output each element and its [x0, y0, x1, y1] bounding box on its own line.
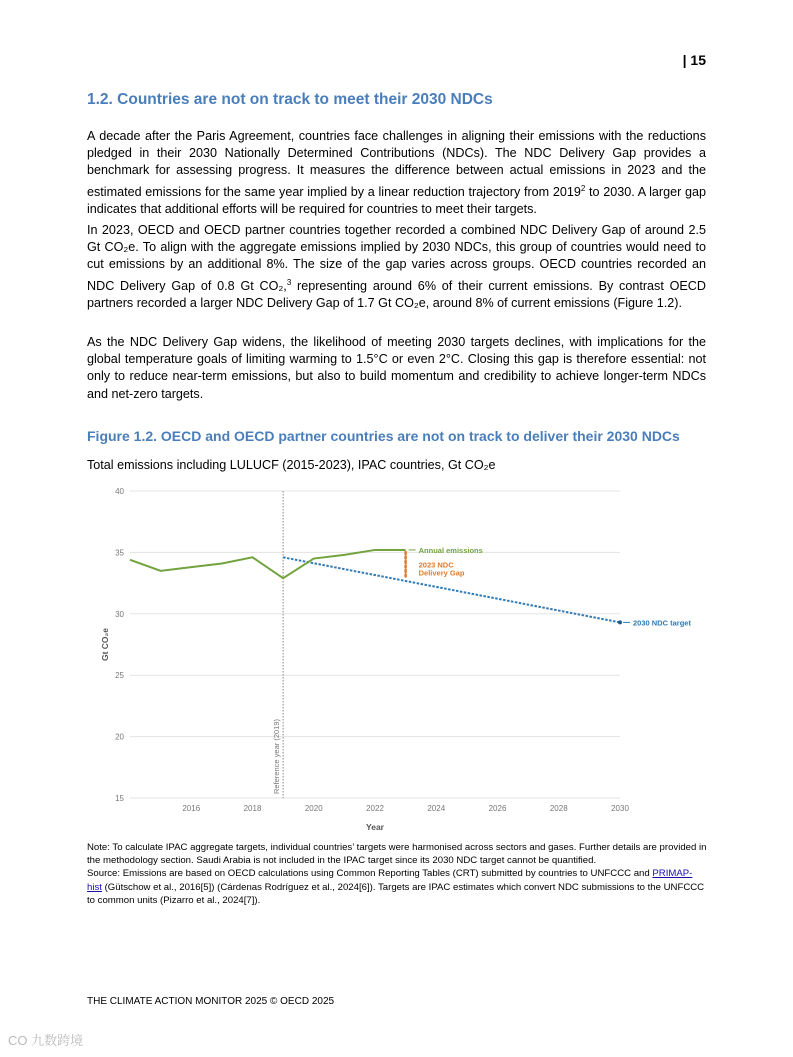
- x-tick-label: 2030: [611, 804, 629, 813]
- watermark-logo: CO 九数跨境: [8, 1033, 84, 1048]
- x-tick-label: 2024: [427, 804, 446, 813]
- y-axis-title: Gt CO₂e: [100, 627, 110, 662]
- source-text: [87, 867, 707, 907]
- x-axis-title: Year: [366, 822, 384, 832]
- paragraph-2-text-a: In 2023, OECD and OECD partner countries together recorded a combined NDC Delivery Gap of around 2.5 Gt CO₂e. To align with the aggregate emissions implied by 2030 NDCs, this group of countries would need to cut emissions by an additional 8%. The size of the gap varies across groups. OECD countries recorded an NDC Delivery Gap of 0.8 Gt CO₂,: [87, 223, 706, 293]
- emissions-label: Annual emissions: [418, 545, 483, 555]
- x-tick-label: 2028: [549, 804, 568, 813]
- x-tick-label: 2026: [488, 804, 507, 813]
- section-title: 1.2. Countries are not on track to meet their 2030 NDCs: [87, 91, 493, 108]
- paragraph-2-text-b: representing around 6% of their current emissions. By contrast OECD partners recorded a larger NDC Delivery Gap of 1.7 Gt CO₂e, around 8% of current emissions (Figure 1.2).: [87, 278, 706, 310]
- reference-line-label: Reference year (2019): [272, 718, 282, 794]
- emissions-line: [130, 550, 406, 578]
- source-text-a: Source: Emissions are based on OECD calculations using Common Reporting Tables (CRT) submitted by countries to UNFCCC and: [87, 868, 653, 880]
- footnote-ref-2: 2: [580, 183, 586, 193]
- paragraph-1-text-a: A decade after the Paris Agreement, countries face challenges in aligning their emissions with the reductions pledged in their 2030 Nationally Determined Contributions (NDCs). The NDC Delivery Gap provides a benchmark for assessing progress. It measures the difference between actual emissions in 2023 and the estimated emissions for the same year implied by a linear reduction trajectory from 2019: [87, 129, 706, 199]
- delivery-gap-label-line2: Delivery Gap: [418, 568, 465, 578]
- x-tick-label: 2018: [243, 804, 262, 813]
- figure-note: [87, 841, 707, 907]
- y-tick-label: 30: [115, 609, 124, 619]
- y-tick-label: 25: [115, 671, 124, 681]
- footnote-ref-3: 3: [286, 277, 292, 287]
- x-tick-label: 2020: [304, 804, 323, 813]
- page-number: | 15: [682, 52, 706, 68]
- paragraph-3: As the NDC Delivery Gap widens, the likelihood of meeting 2030 targets declines, with implications for the global temperature goals of limiting warming to 1.5°C or even 2°C. Closing this gap is therefore essential: not only to reduce near-term emissions, but also to build momentum and credibility to achieve longer-term NDCs and net-zero targets.: [87, 335, 706, 401]
- paragraph-1: [87, 128, 706, 218]
- target-label: 2030 NDC target: [633, 618, 691, 628]
- target-point: [618, 620, 622, 624]
- primap-link[interactable]: PRIMAP-hist: [87, 868, 693, 893]
- figure-title: Figure 1.2. OECD and OECD partner countries are not on track to deliver their 2030 NDCs: [87, 428, 680, 444]
- source-text-b: (Gütschow et al., 2016[5]) (Cárdenas Rodríguez et al., 2024[6]). Targets are IPAC estimates which convert NDC submissions to the UNFCCC to common units (Pizarro et al., 2024[7]).: [87, 881, 705, 906]
- figure-subtitle: Total emissions including LULUCF (2015-2023), IPAC countries, Gt CO₂e: [87, 458, 496, 472]
- y-tick-label: 20: [115, 732, 124, 742]
- x-tick-label: 2016: [182, 804, 201, 813]
- paragraph-1-text-b: to 2030. A larger gap indicates that additional efforts will be required for countries to meet their targets.: [87, 184, 706, 216]
- note-text: Note: To calculate IPAC aggregate targets, individual countries’ targets were harmonised across sectors and gases. Further details are provided in the methodology section. Saudi Arabia is not included in the IPAC target since its 2030 NDC target cannot be quantified.: [87, 842, 707, 867]
- y-tick-label: 35: [115, 548, 124, 558]
- x-tick-label: 2022: [366, 804, 384, 813]
- footer: THE CLIMATE ACTION MONITOR 2025 © OECD 2025: [87, 996, 335, 1007]
- paragraph-2: [87, 222, 706, 312]
- delivery-gap-label-line1: 2023 NDC: [418, 560, 454, 570]
- emissions-chart: [95, 480, 715, 835]
- y-tick-label: 40: [115, 487, 124, 496]
- y-tick-label: 15: [115, 794, 124, 803]
